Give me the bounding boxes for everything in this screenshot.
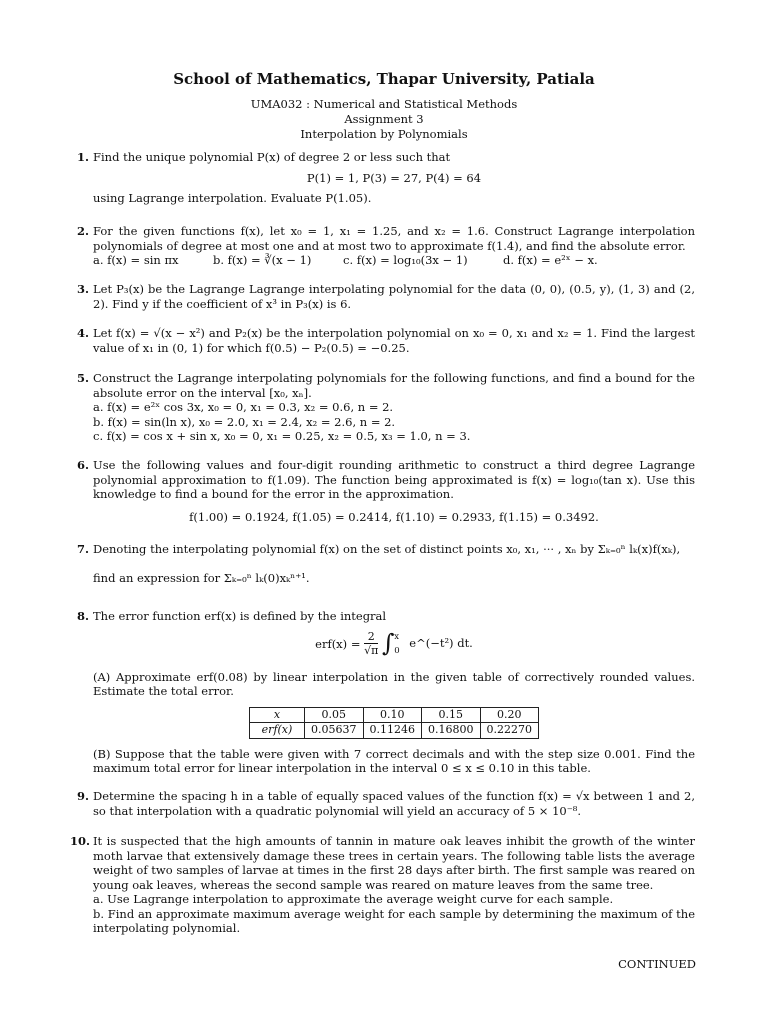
fraction-denominator: √π <box>364 644 379 657</box>
part-b: b. f(x) = ∛(x − 1) <box>213 253 312 267</box>
problem-text: Determine the spacing h in a table of equally spaced values of the function f(x) = √x between 1 and 2, so that interpolation with a quadratic polynomial will yield an accuracy of 5 × 10⁻⁸. <box>93 789 695 818</box>
problem-text: using Lagrange interpolation. Evaluate P(1.05). <box>93 191 372 205</box>
integrand: e^(−t²) dt. <box>409 636 473 651</box>
problem-number: 8. <box>76 609 89 623</box>
part-b-text: (B) Suppose that the table were given with 7 correct decimals and with the step size 0.001. Find the maximum total error for linear interpolation in the interval 0 ≤ x ≤ 0.10 in this table. <box>93 746 695 775</box>
part-a: a. f(x) = sin πx <box>93 253 179 267</box>
table-cell: 0.16800 <box>422 723 481 739</box>
problem-number: 1. <box>76 150 89 164</box>
erf-table <box>249 707 539 739</box>
continued-label: CONTINUED <box>618 957 696 971</box>
problem-text: Let P₃(x) be the Lagrange Lagrange interpolating polynomial for the data (0, 0), (0.5, y), (1, 3) and (2, 2). Find y if the coefficient of x³ in P₃(x) is 6. <box>93 282 695 311</box>
part-c: c. f(x) = log₁₀(3x − 1) <box>343 253 468 267</box>
table-row <box>250 723 539 739</box>
fraction-numerator: 2 <box>364 630 378 644</box>
part-a-text: (A) Approximate erf(0.08) by linear interpolation in the given table of correctively rounded values. Estimate the total error. <box>93 669 695 698</box>
table-cell: 0.10 <box>363 707 422 723</box>
course-name: UMA032 : Numerical and Statistical Methods <box>250 97 518 111</box>
page-title: School of Mathematics, Thapar University, Patiala <box>173 70 595 88</box>
problem-number: 5. <box>76 371 89 385</box>
part-a: a. Use Lagrange interpolation to approximate the average weight curve for each sample. <box>93 892 614 906</box>
equation: P(1) = 1, P(3) = 27, P(4) = 64 <box>306 170 482 185</box>
problem-number: 7. <box>76 542 89 556</box>
problem-number: 9. <box>76 789 89 803</box>
part-b: b. Find an approximate maximum average weight for each sample by determining the maximum of the interpolating polynomial. <box>93 906 695 935</box>
problem-number: 6. <box>76 458 89 472</box>
problem-text: find an expression for Σₖ₌₀ⁿ lₖ(0)xₖⁿ⁺¹. <box>93 570 310 585</box>
problem-number: 2. <box>76 224 89 238</box>
table-cell: 0.20 <box>480 707 539 723</box>
table-cell: 0.11246 <box>363 723 422 739</box>
problem-text: The error function erf(x) is defined by the integral <box>93 609 387 623</box>
fraction <box>364 630 378 657</box>
equation: f(1.00) = 0.1924, f(1.05) = 0.2414, f(1.10) = 0.2933, f(1.15) = 0.3492. <box>189 509 599 524</box>
header <box>0 70 768 142</box>
table-cell: erf(x) <box>250 723 305 739</box>
part-d: d. f(x) = e²ˣ − x. <box>503 253 598 267</box>
erf-equation <box>93 630 695 666</box>
integral-limits <box>394 630 399 658</box>
table-row <box>250 707 539 723</box>
erf-lhs: erf(x) = <box>315 636 361 651</box>
problem-text: For the given functions f(x), let x₀ = 1, x₁ = 1.25, and x₂ = 1.6. Construct Lagrange interpolation polynomials of degree at most one and at most two to approximate f(1.4), and find the absolute error. <box>93 224 695 253</box>
problem-text: It is suspected that the high amounts of tannin in mature oak leaves inhibit the growth of the winter moth larvae that extensively damage these trees in certain years. The following table lists the average weight of two samples of larvae at times in the first 28 days after birth. The first sample was reared on young oak leaves, whereas the second sample was reared on mature leaves from the same tree. <box>93 834 695 892</box>
lower-limit: 0 <box>394 645 400 656</box>
problem-text: Find the unique polynomial P(x) of degree 2 or less such that <box>93 150 451 164</box>
integral-sign: ∫ <box>382 629 395 658</box>
problem-number: 4. <box>76 326 89 340</box>
part-b: b. f(x) = sin(ln x), x₀ = 2.0, x₁ = 2.4, x₂ = 2.6, n = 2. <box>93 414 396 429</box>
table-cell: 0.05 <box>305 707 364 723</box>
part-c: c. f(x) = cos x + sin x, x₀ = 0, x₁ = 0.25, x₂ = 0.5, x₃ = 1.0, n = 3. <box>93 429 471 443</box>
sub-parts <box>93 253 695 268</box>
table-cell: 0.05637 <box>305 723 364 739</box>
problem-text: Let f(x) = √(x − x²) and P₂(x) be the interpolation polynomial on x₀ = 0, x₁ and x₂ = 1. Find the largest value of x₁ in (0, 1) for which f(0.5) − P₂(0.5) = −0.25. <box>93 326 695 355</box>
problem-text: Denoting the interpolating polynomial f(x) on the set of distinct points x₀, x₁, ··· , xₙ by Σₖ₌₀ⁿ lₖ(x)f(xₖ), <box>93 542 681 556</box>
part-a: a. f(x) = e²ˣ cos 3x, x₀ = 0, x₁ = 0.3, x₂ = 0.6, n = 2. <box>93 400 394 414</box>
table-cell: 0.22270 <box>480 723 539 739</box>
assignment-number: Assignment 3 <box>344 112 424 126</box>
assignment-topic: Interpolation by Polynomials <box>300 127 468 141</box>
problem-text: Use the following values and four-digit rounding arithmetic to construct a third degree Lagrange polynomial approximation to f(1.09). The function being approximated is f(x) = log₁₀(tan x). Use this knowledge to find a bound for the error in the approximation. <box>93 458 695 501</box>
table-cell: x <box>250 707 305 723</box>
problem-text: Construct the Lagrange interpolating polynomials for the following functions, and find a bound for the absolute error on the interval [x₀, xₙ]. <box>93 371 695 400</box>
problem-number: 3. <box>76 282 89 296</box>
upper-limit: x <box>394 631 399 642</box>
problem-number: 10. <box>70 834 91 848</box>
table-cell: 0.15 <box>422 707 481 723</box>
